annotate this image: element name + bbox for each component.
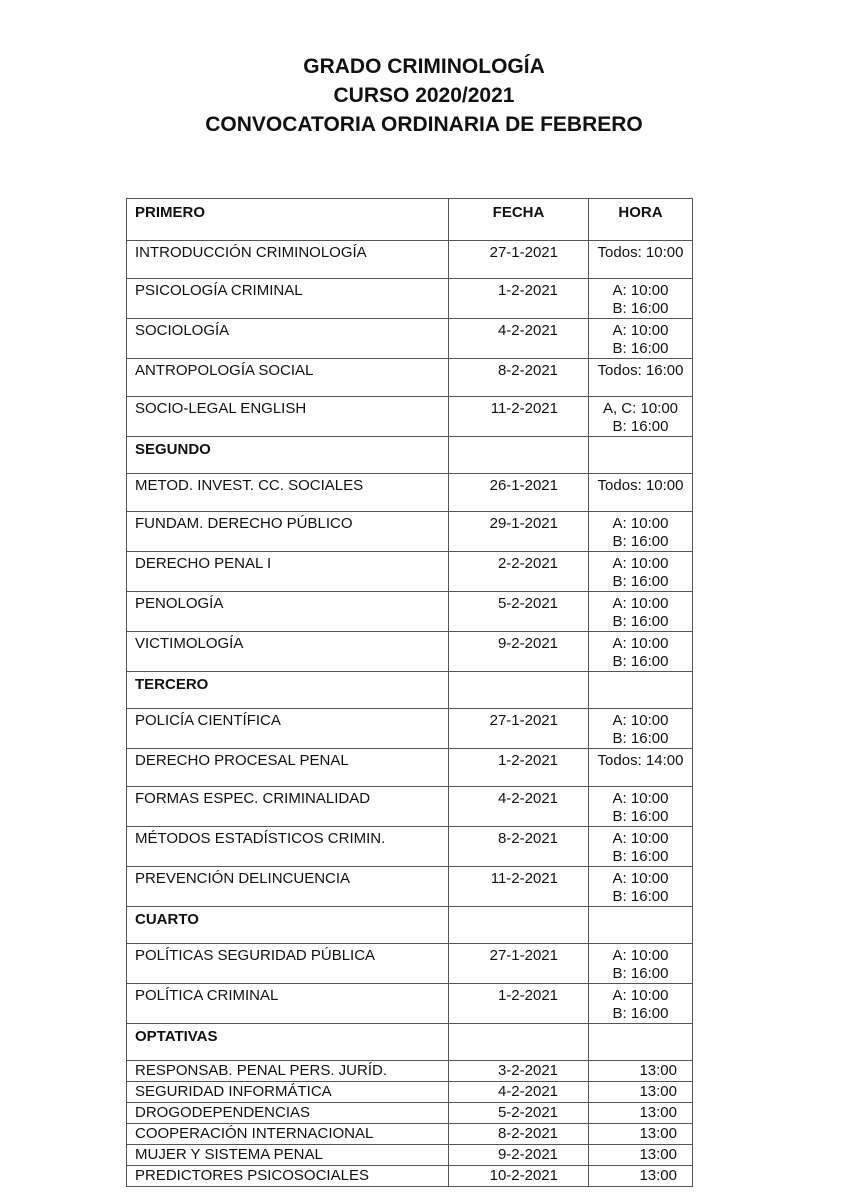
hour-line-2: B: 16:00 [612,808,669,825]
subject-cell: DERECHO PENAL I [127,552,449,592]
subject-cell: SEGURIDAD INFORMÁTICA [127,1082,449,1103]
subject-cell: PREVENCIÓN DELINCUENCIA [127,867,449,907]
header-subject: PRIMERO [127,199,449,241]
subject-cell: SOCIO-LEGAL ENGLISH [127,397,449,437]
date-cell: 11-2-2021 [449,397,589,437]
table-row [127,632,693,672]
date-cell: 1-2-2021 [449,984,589,1024]
table-row [127,359,693,397]
date-cell: 3-2-2021 [449,1061,589,1082]
hour-cell [589,359,693,397]
hour-line-1: A: 10:00 [612,555,669,572]
table-header-row [127,199,693,241]
hour-cell: 13:00 [589,1103,693,1124]
date-cell: 1-2-2021 [449,279,589,319]
hour-cell [589,944,693,984]
hour-line-1: A, C: 10:00 [602,400,679,417]
date-cell: 9-2-2021 [449,632,589,672]
hour-cell: 13:00 [589,1124,693,1145]
subject-cell: DROGODEPENDENCIAS [127,1103,449,1124]
table-row [127,319,693,359]
date-cell: 5-2-2021 [449,1103,589,1124]
hour-cell [589,279,693,319]
subject-cell: METOD. INVEST. CC. SOCIALES [127,474,449,512]
section-row-optativas [127,1024,693,1061]
date-cell: 29-1-2021 [449,512,589,552]
hour-line-1: Todos: 10:00 [597,244,684,261]
subject-cell: PSICOLOGÍA CRIMINAL [127,279,449,319]
subject-cell: PENOLOGÍA [127,592,449,632]
date-cell: 5-2-2021 [449,592,589,632]
date-cell: 27-1-2021 [449,709,589,749]
empty-cell [449,437,589,474]
empty-cell [589,672,693,709]
date-cell: 10-2-2021 [449,1166,589,1187]
subject-cell: POLÍTICA CRIMINAL [127,984,449,1024]
subject-cell: MÉTODOS ESTADÍSTICOS CRIMIN. [127,827,449,867]
hour-line-1: A: 10:00 [612,830,669,847]
subject-cell: FORMAS ESPEC. CRIMINALIDAD [127,787,449,827]
hour-line-2: B: 16:00 [612,965,669,982]
subject-cell: POLICÍA CIENTÍFICA [127,709,449,749]
hour-cell [589,319,693,359]
hour-cell: 13:00 [589,1145,693,1166]
subject-cell: PREDICTORES PSICOSOCIALES [127,1166,449,1187]
hour-line-2: B: 16:00 [612,613,669,630]
date-cell: 4-2-2021 [449,319,589,359]
hour-cell [589,592,693,632]
hour-line-2: B: 16:00 [612,300,669,317]
subject-cell: MUJER Y SISTEMA PENAL [127,1145,449,1166]
date-cell: 11-2-2021 [449,867,589,907]
section-row-segundo [127,437,693,474]
date-cell: 26-1-2021 [449,474,589,512]
exam-schedule-table [126,198,693,1187]
table-row [127,749,693,787]
subject-cell: ANTROPOLOGÍA SOCIAL [127,359,449,397]
hour-line-2: B: 16:00 [612,653,669,670]
table-row [127,397,693,437]
table-row [127,867,693,907]
hour-line-1: A: 10:00 [612,870,669,887]
table-row [127,241,693,279]
empty-cell [589,907,693,944]
hour-line-1: A: 10:00 [612,947,669,964]
hour-cell: 13:00 [589,1061,693,1082]
title-course: CURSO 2020/2021 [333,84,515,107]
date-cell: 8-2-2021 [449,1124,589,1145]
table-row [127,512,693,552]
table-row [127,787,693,827]
header-hour: HORA [589,199,693,241]
date-cell: 2-2-2021 [449,552,589,592]
hour-cell [589,397,693,437]
subject-cell: INTRODUCCIÓN CRIMINOLOGÍA [127,241,449,279]
hour-line-2: B: 16:00 [612,340,669,357]
date-cell: 8-2-2021 [449,359,589,397]
hour-cell [589,632,693,672]
table-row [127,1145,693,1166]
section-label: OPTATIVAS [127,1024,449,1061]
subject-cell: DERECHO PROCESAL PENAL [127,749,449,787]
subject-cell: RESPONSAB. PENAL PERS. JURÍD. [127,1061,449,1082]
empty-cell [589,1024,693,1061]
hour-cell [589,867,693,907]
subject-cell: COOPERACIÓN INTERNACIONAL [127,1124,449,1145]
date-cell: 27-1-2021 [449,241,589,279]
hour-line-1: Todos: 10:00 [597,477,684,494]
hour-cell: 13:00 [589,1166,693,1187]
hour-line-1: A: 10:00 [612,595,669,612]
hour-cell [589,474,693,512]
date-cell: 4-2-2021 [449,787,589,827]
hour-line-2: B: 16:00 [612,730,669,747]
hour-line-1: A: 10:00 [612,635,669,652]
table-row [127,827,693,867]
hour-cell [589,241,693,279]
hour-line-1: A: 10:00 [612,712,669,729]
hour-line-1: Todos: 16:00 [597,362,684,379]
section-row-cuarto [127,907,693,944]
subject-cell: VICTIMOLOGÍA [127,632,449,672]
table-row [127,984,693,1024]
empty-cell [449,672,589,709]
hour-line-2: B: 16:00 [612,1005,669,1022]
table-row [127,1103,693,1124]
hour-cell [589,984,693,1024]
hour-line-1: A: 10:00 [612,322,669,339]
table-row [127,1166,693,1187]
empty-cell [449,1024,589,1061]
hour-cell [589,787,693,827]
table-row [127,592,693,632]
hour-cell [589,827,693,867]
table-row [127,944,693,984]
hour-line-1: A: 10:00 [612,282,669,299]
hour-cell [589,749,693,787]
title-session: CONVOCATORIA ORDINARIA DE FEBRERO [205,113,643,136]
section-label: SEGUNDO [127,437,449,474]
empty-cell [589,437,693,474]
hour-line-2: B: 16:00 [612,418,669,435]
hour-line-1: A: 10:00 [612,515,669,532]
section-label: CUARTO [127,907,449,944]
hour-line-2: B: 16:00 [612,848,669,865]
hour-line-2: B: 16:00 [612,888,669,905]
hour-cell: 13:00 [589,1082,693,1103]
table-row [127,709,693,749]
hour-cell [589,709,693,749]
date-cell: 8-2-2021 [449,827,589,867]
header-date: FECHA [449,199,589,241]
date-cell: 27-1-2021 [449,944,589,984]
table-row [127,474,693,512]
empty-cell [449,907,589,944]
title-degree: GRADO CRIMINOLOGÍA [303,55,545,78]
date-cell: 4-2-2021 [449,1082,589,1103]
subject-cell: SOCIOLOGÍA [127,319,449,359]
date-cell: 1-2-2021 [449,749,589,787]
document-title [0,52,848,139]
table-row [127,552,693,592]
hour-cell [589,552,693,592]
hour-line-2: B: 16:00 [612,573,669,590]
section-row-tercero [127,672,693,709]
hour-line-1: Todos: 14:00 [597,752,684,769]
hour-cell [589,512,693,552]
hour-line-1: A: 10:00 [612,987,669,1004]
date-cell: 9-2-2021 [449,1145,589,1166]
section-label: TERCERO [127,672,449,709]
subject-cell: POLÍTICAS SEGURIDAD PÚBLICA [127,944,449,984]
hour-line-1: A: 10:00 [612,790,669,807]
table-row [127,1082,693,1103]
table-row [127,279,693,319]
table-row [127,1061,693,1082]
subject-cell: FUNDAM. DERECHO PÚBLICO [127,512,449,552]
hour-line-2: B: 16:00 [612,533,669,550]
table-row [127,1124,693,1145]
